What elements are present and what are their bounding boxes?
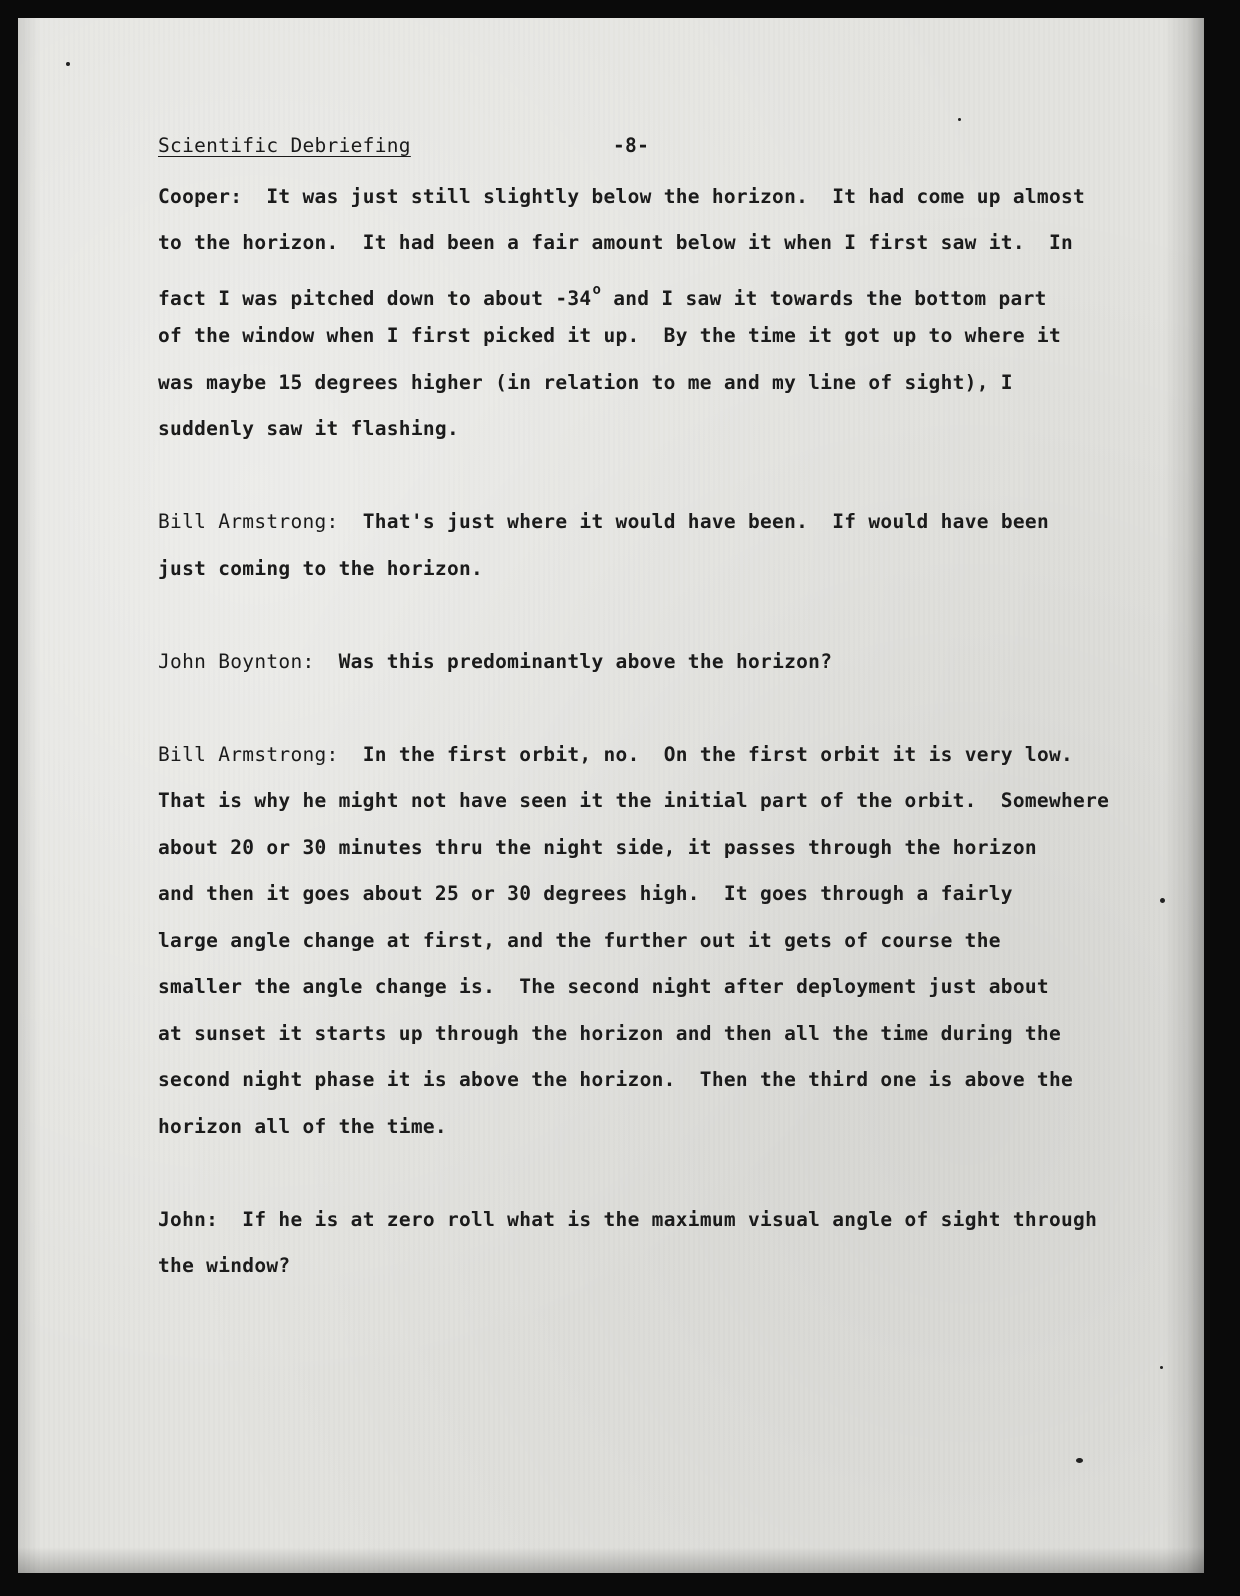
degree-symbol: o: [592, 282, 602, 298]
page-shadow-bottom: [18, 1547, 1204, 1573]
paragraph-3-line-1: [158, 650, 832, 674]
paragraph-1-line-2: to the horizon. It had been a fair amount below it when I first saw it. In: [158, 231, 1074, 254]
paragraph-4-line-8: second night phase it is above the horizon. Then the third one is above the: [158, 1068, 1074, 1091]
scan-speck: [66, 62, 70, 66]
paragraph-4-line-9: horizon all of the time.: [158, 1115, 447, 1138]
speaker-label: John:: [158, 1208, 219, 1231]
paragraph-2-line-1: [158, 510, 1049, 534]
speaker-label: Bill Armstrong:: [158, 510, 339, 533]
paragraph-1-line-1: [158, 185, 1085, 209]
paragraph-4-line-2: That is why he might not have seen it the initial part of the orbit. Somewhere: [158, 789, 1110, 812]
dialogue-text: and I saw it towards the bottom part: [601, 287, 1047, 310]
paragraph-1-line-3: [158, 278, 1047, 311]
dialogue-text: It was just still slightly below the horizon. It had come up almost: [266, 185, 1086, 208]
dialogue-text: That's just where it would have been. If would have been: [362, 510, 1049, 533]
paragraph-4-line-7: at sunset it starts up through the horizon and then all the time during the: [158, 1022, 1061, 1045]
speaker-label: John Boynton:: [158, 650, 315, 673]
paragraph-1-line-5: was maybe 15 degrees higher (in relation to me and my line of sight), I: [158, 371, 1013, 394]
paragraph-5-line-2: the window?: [158, 1254, 291, 1277]
paragraph-2-line-2: just coming to the horizon.: [158, 557, 484, 580]
dialogue-text: Was this predominantly above the horizon?: [338, 650, 833, 673]
page-number: -8-: [613, 134, 650, 157]
paragraph-5-line-1: [158, 1208, 1097, 1232]
dialogue-text: In the first orbit, no. On the first orbit it is very low.: [362, 743, 1074, 766]
header-title: Scientific Debriefing: [158, 134, 411, 157]
scan-speck: [1160, 1366, 1163, 1369]
scan-speck: [1160, 898, 1165, 903]
paragraph-4-line-1: [158, 743, 1073, 767]
paragraph-4-line-5: large angle change at first, and the further out it gets of course the: [158, 929, 1001, 952]
document-page: [18, 18, 1204, 1573]
paragraph-1-line-4: of the window when I first picked it up. By the time it got up to where it: [158, 324, 1061, 347]
paragraph-4-line-6: smaller the angle change is. The second night after deployment just about: [158, 975, 1049, 998]
speaker-label: Cooper:: [158, 185, 243, 208]
paragraph-4-line-3: about 20 or 30 minutes thru the night side, it passes through the horizon: [158, 836, 1037, 859]
dialogue-text: If he is at zero roll what is the maximum visual angle of sight through: [242, 1208, 1098, 1231]
speaker-label: Bill Armstrong:: [158, 743, 339, 766]
page-shadow-right: [1164, 18, 1204, 1573]
paragraph-4-line-4: and then it goes about 25 or 30 degrees high. It goes through a fairly: [158, 882, 1013, 905]
dialogue-text: fact I was pitched down to about -34: [158, 287, 592, 310]
page-shadow-left: [18, 18, 40, 1573]
scan-speck: [1076, 1458, 1083, 1463]
paragraph-1-line-6: suddenly saw it flashing.: [158, 417, 459, 440]
scan-speck: [958, 118, 961, 121]
